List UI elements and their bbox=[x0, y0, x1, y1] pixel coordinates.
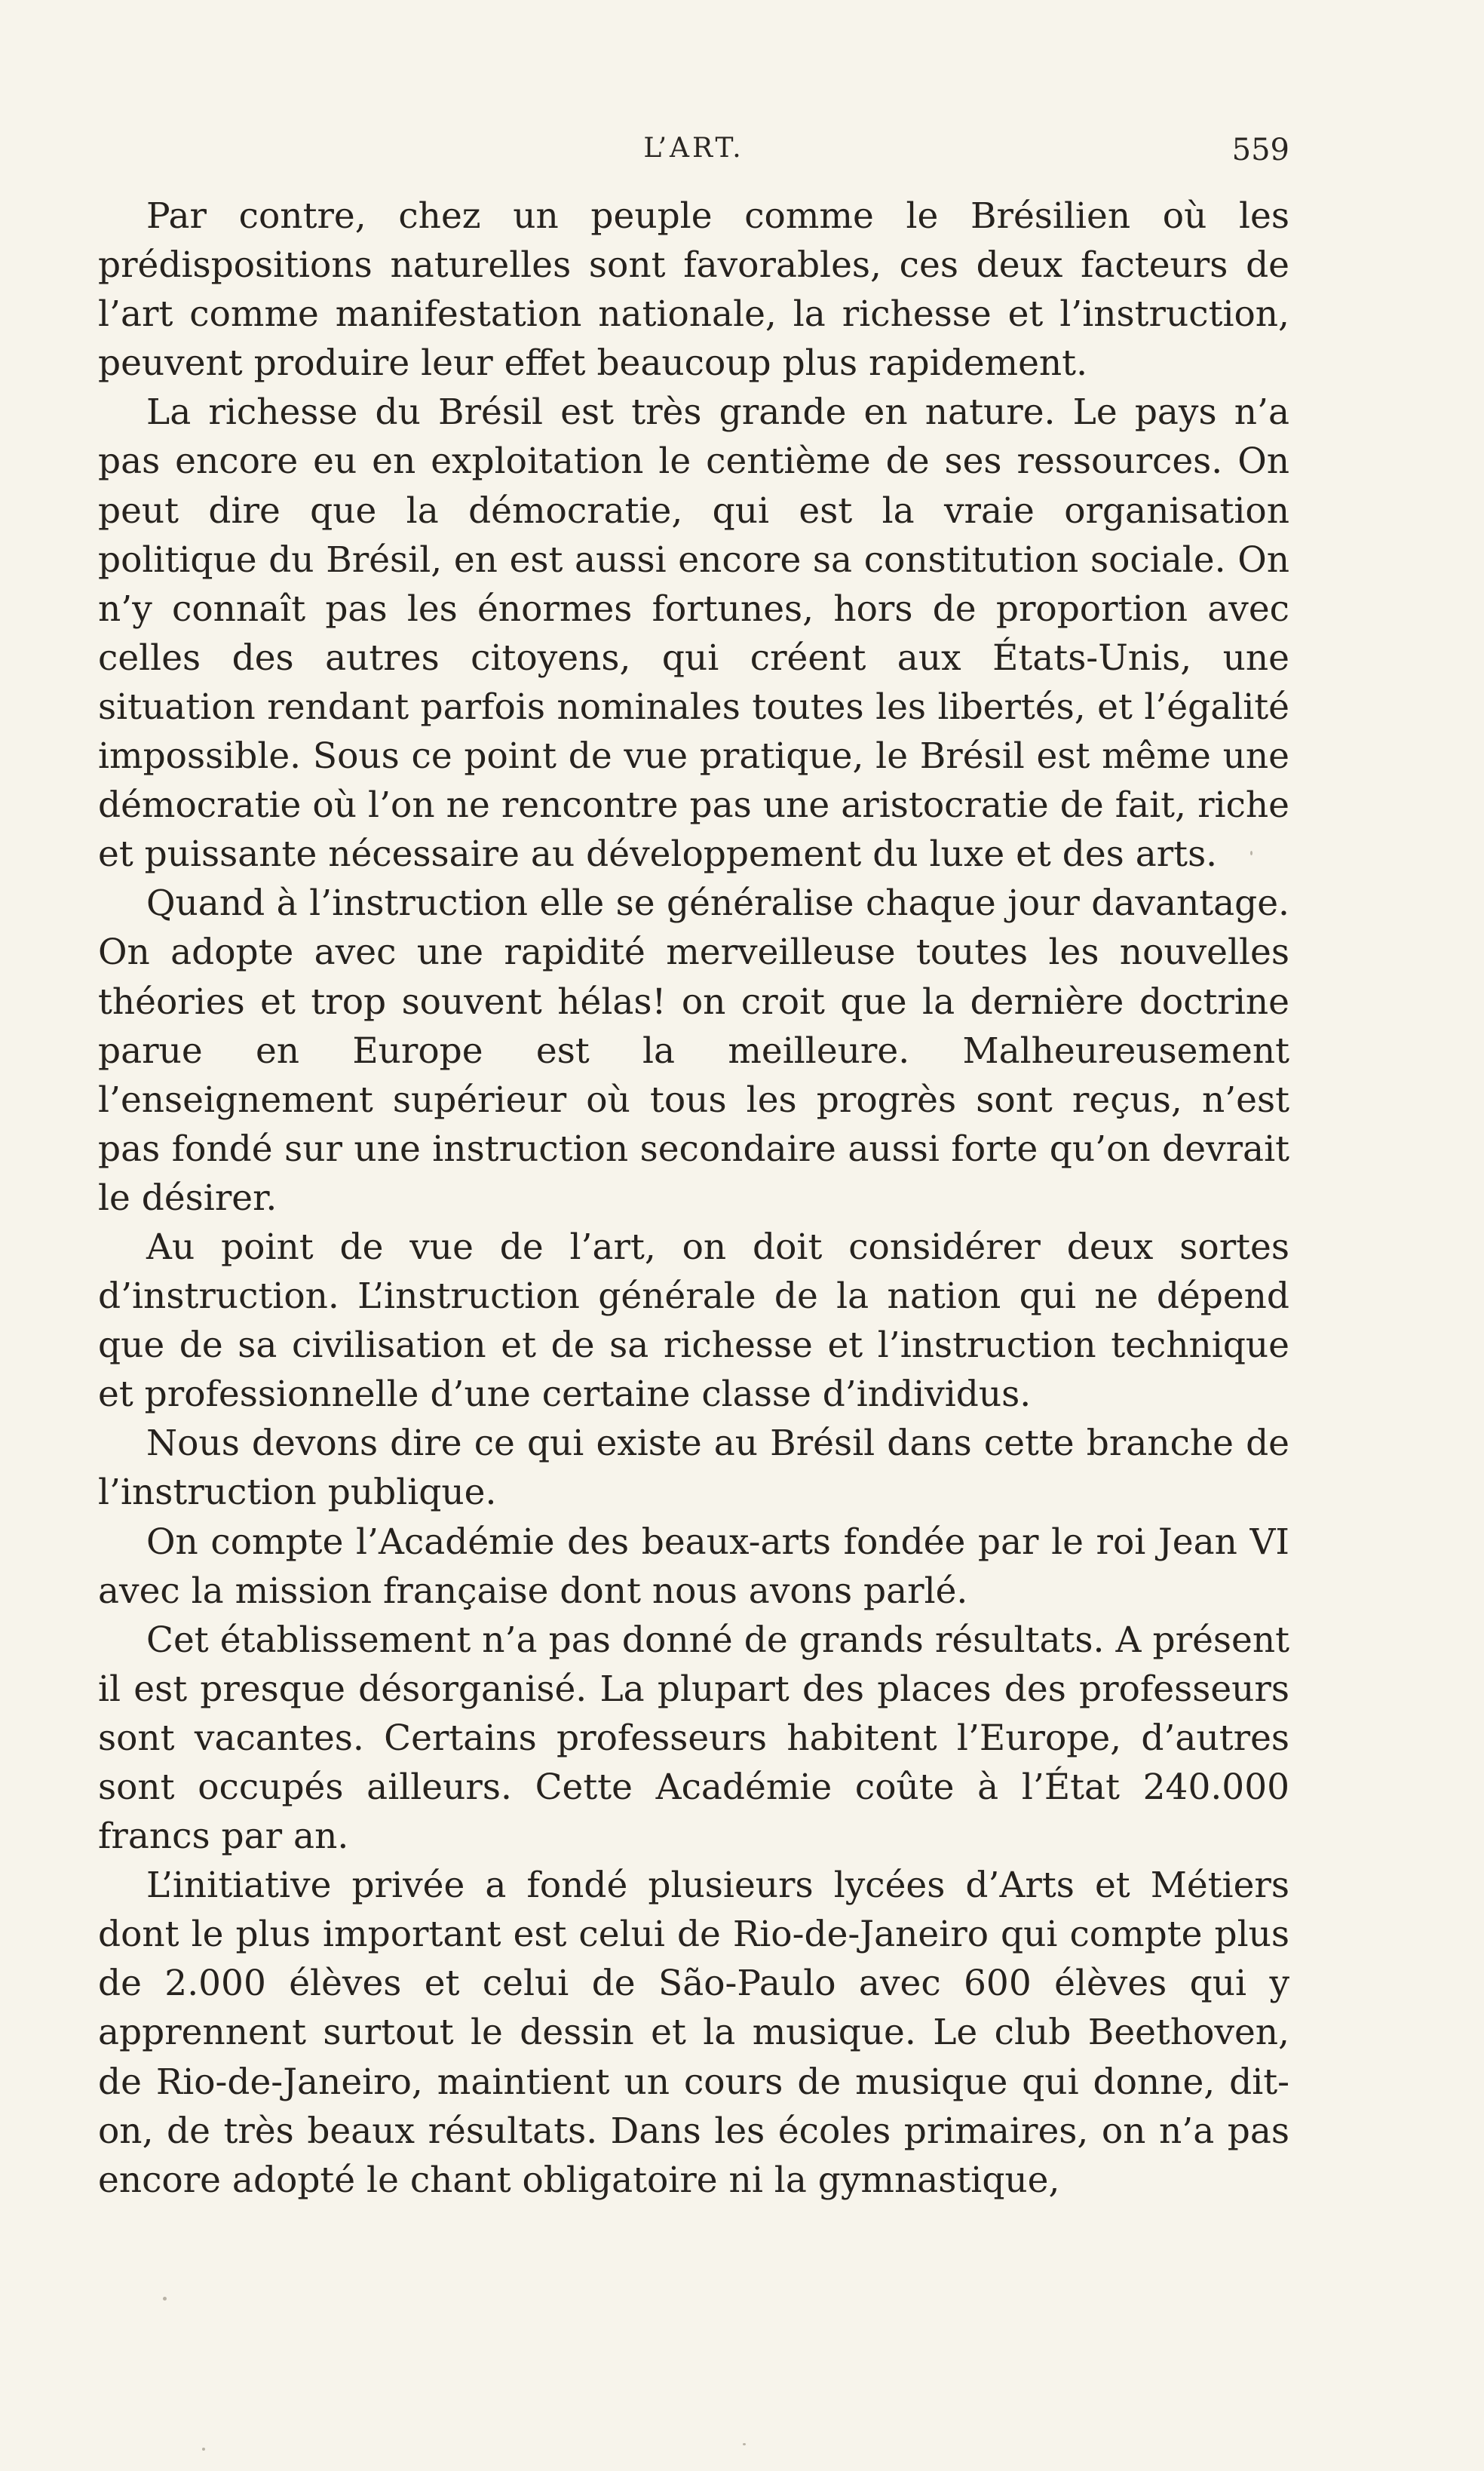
paragraph: On compte l’Académie des beaux-arts fondée par le roi Jean VI avec la mission française dont nous avons parlé. bbox=[98, 1521, 1289, 1612]
paragraph: Cet établissement n’a pas donné de grands résultats. A présent il est presque désorganisé. La plupart des places des professeurs sont vacantes. Certains professeurs habitent l’Europe, d’autres sont occupés ailleurs. Cette Académie coûte à l’État 240.000 francs par an. bbox=[98, 1619, 1289, 1858]
paper-speck bbox=[163, 2297, 167, 2301]
paper-speck bbox=[1250, 851, 1253, 855]
paragraph: Au point de vue de l’art, on doit considérer deux sortes d’instruction. L’instruction générale de la nation qui ne dépend que de sa civilisation et de sa richesse et l’instruction technique et professionnelle d’une certaine classe d’individus. bbox=[98, 1226, 1289, 1416]
running-title: L’ART. bbox=[643, 133, 744, 164]
paper-speck bbox=[202, 2448, 205, 2451]
page-number: 559 bbox=[1231, 133, 1289, 167]
paper-speck bbox=[743, 2443, 746, 2445]
paragraph: Quand à l’instruction elle se généralise chaque jour davantage. On adopte avec une rapidité merveilleuse toutes les nouvelles théories et trop souvent hélas! on croit que la dernière doctrine parue en Europe est la meilleure. Malheureusement l’enseignement supérieur où tous les progrès sont reçus, n’est pas fondé sur une instruction secondaire aussi forte qu’on devrait le désirer. bbox=[98, 882, 1289, 1219]
paragraph: La richesse du Brésil est très grande en nature. Le pays n’a pas encore eu en exploitation le centième de ses ressources. On peut dire que la démocratie, qui est la vraie organisation politique du Brésil, en est aussi encore sa constitution sociale. On n’y connaît pas les énormes fortunes, hors de proportion avec celles des autres citoyens, qui créent aux États-Unis, une situation rendant parfois nominales toutes les libertés, et l’égalité impossible. Sous ce point de vue pratique, le Brésil est même une démocratie où l’on ne rencontre pas une aristocratie de fait, riche et puissante nécessaire au développement du luxe et des arts. bbox=[98, 391, 1289, 876]
paragraph: L’initiative privée a fondé plusieurs lycées d’Arts et Métiers dont le plus important est celui de Rio-de-Janeiro qui compte plus de 2.000 élèves et celui de São-Paulo avec 600 élèves qui y apprennent surtout le dessin et la musique. Le club Beethoven, de Rio-de-Janeiro, maintient un cours de musique qui donne, dit-on, de très beaux résultats. Dans les écoles primaires, on n’a pas encore adopté le chant obligatoire ni la gymnastique, bbox=[98, 1865, 1289, 2201]
paragraph: Par contre, chez un peuple comme le Brésilien où les prédispositions naturelles sont favorables, ces deux facteurs de l’art comme manifestation nationale, la richesse et l’instruction, peuvent produire leur effet beaucoup plus rapidement. bbox=[98, 195, 1289, 385]
paragraph: Nous devons dire ce qui existe au Brésil dans cette branche de l’instruction publique. bbox=[98, 1423, 1289, 1514]
running-head bbox=[98, 133, 1289, 178]
body-text bbox=[98, 192, 1289, 2205]
